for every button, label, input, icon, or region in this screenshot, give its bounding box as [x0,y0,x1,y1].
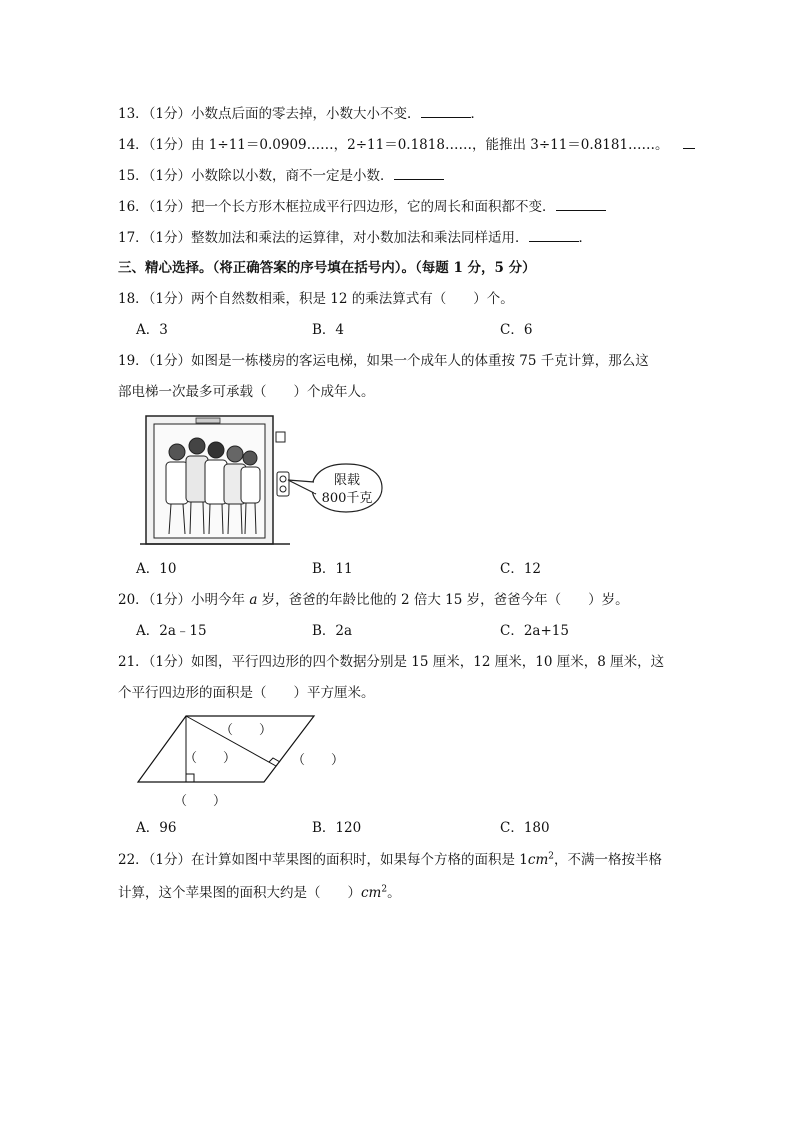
question-20-post: 岁，爸爸的年龄比他的 2 倍大 15 岁，爸爸今年（ ）岁。 [257,592,629,608]
option-c[interactable]: C．6 [500,322,533,338]
question-13: 13．（1分）小数点后面的零去掉，小数大小不变． ． [118,103,484,124]
bubble-text-line-2: 800千克 [321,491,373,506]
label-right-side: （ ） [292,753,345,768]
label-base: （ ） [174,794,227,809]
question-17-text: 17．（1分）整数加法和乘法的运算律，对小数加法和乘法同样适用． [118,230,529,246]
option-b[interactable]: B．11 [312,561,353,577]
question-19-line-2: 部电梯一次最多可承载（ ）个成年人。 [118,384,375,400]
option-c[interactable]: C．12 [500,561,542,577]
parallelogram-figure [136,712,348,812]
question-22-line-2-post: 。 [387,885,401,901]
question-17: 17．（1分）整数加法和乘法的运算律，对小数加法和乘法同样适用． ． [118,227,592,248]
unit-cm: cm [361,885,382,901]
question-14-text: 14．（1分）由 1÷11＝0.0909……，2÷11＝0.1818……，能推出 3÷11＝0.8181……。 [118,137,669,153]
answer-blank[interactable] [556,196,606,211]
unit-cm: cm [527,852,549,868]
section-heading: 三、精心选择。（将正确答案的序号填在括号内）。（每题 1 分，5 分） [118,260,536,276]
question-22-line-2 [118,883,401,903]
question-18-text: 18．（1分）两个自然数相乘，积是 12 的乘法算式有（ ）个。 [118,291,514,307]
option-c[interactable]: C．2a+15 [500,623,569,639]
question-15 [118,165,444,186]
answer-blank[interactable] [394,165,444,180]
label-height: （ ） [184,751,237,766]
question-22-line-2-pre: 计算，这个苹果图的面积大约是（ ） [118,885,361,901]
elevator-illustration [140,414,398,548]
option-c[interactable]: C．180 [500,820,550,836]
question-15-text: 15．（1分）小数除以小数，商不一定是小数． [118,168,394,184]
unit-exponent: 2 [381,884,388,895]
option-a[interactable]: A．10 [136,561,177,577]
label-top-slant: （ ） [220,723,273,738]
question-13-text: 13．（1分）小数点后面的零去掉，小数大小不变． [118,106,421,122]
option-b[interactable]: B．120 [312,820,362,836]
question-21-line-1: 21．（1分）如图，平行四边形的四个数据分别是 15 厘米，12 厘米，10 厘米，8 厘米，这 [118,654,665,670]
question-20-pre: 20．（1分）小明今年 [118,592,250,608]
question-20 [118,590,629,610]
option-a[interactable]: A．3 [136,322,168,338]
question-22-pre: 22．（1分）在计算如图中苹果图的面积时，如果每个方格的面积是 1 [118,852,528,868]
question-16-text: 16．（1分）把一个长方形木框拉成平行四边形，它的周长和面积都不变． [118,199,556,215]
question-16 [118,196,606,217]
question-18 [118,289,514,309]
answer-blank[interactable] [421,103,471,118]
option-a[interactable]: A．96 [136,820,177,836]
answer-blank[interactable] [683,134,695,149]
question-22-line-1 [118,850,662,870]
option-b[interactable]: B．4 [312,322,345,338]
variable-a: a [249,592,258,608]
option-a[interactable]: A．2a﹣15 [136,623,207,639]
unit-exponent: 2 [548,851,555,862]
bubble-text-line-1: 限载 [333,473,361,488]
option-b[interactable]: B．2a [312,623,353,639]
question-22-post: ，不满一格按半格 [554,852,663,868]
question-19-line-1: 19．（1分）如图是一栋楼房的客运电梯，如果一个成年人的体重按 75 千克计算，那么这 [118,353,649,369]
question-21-line-2: 个平行四边形的面积是（ ）平方厘米。 [118,685,375,701]
answer-blank[interactable] [529,227,579,242]
question-14 [118,134,695,155]
